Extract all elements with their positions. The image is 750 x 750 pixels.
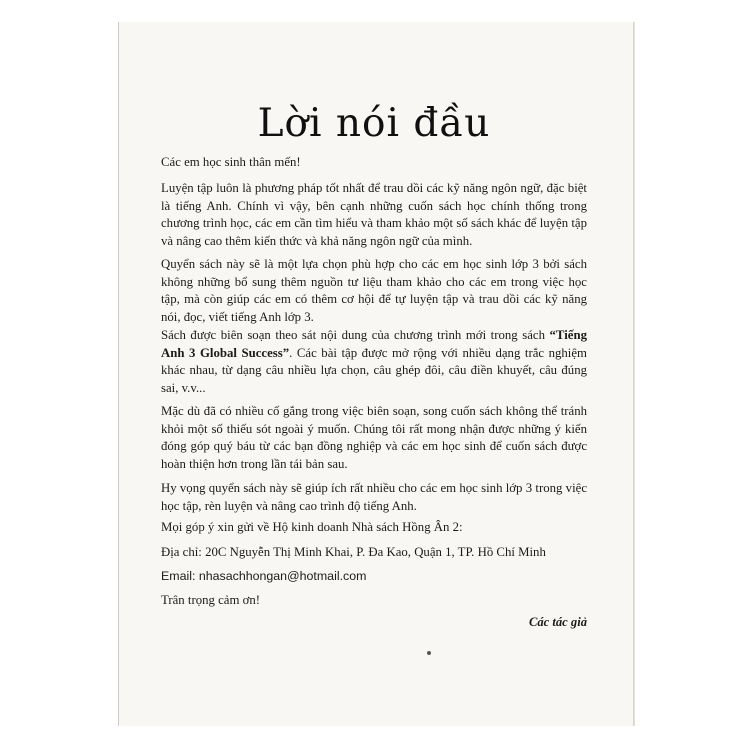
paragraph-5: Hy vọng quyển sách này sẽ giúp ích rất nhiều cho các em học sinh lớp 3 trong việc học tập, rèn luyện và nâng cao trình độ tiếng Anh. [161, 481, 587, 513]
greeting: Các em học sinh thân mến! [161, 155, 301, 169]
closing-line: Trân trọng cảm ơn! [161, 593, 261, 607]
signature: Các tác giả [528, 615, 587, 629]
address-line: Địa chỉ: 20C Nguyễn Thị Minh Khai, P. Đa Kao, Quận 1, TP. Hồ Chí Minh [161, 545, 546, 559]
paragraph-1: Luyện tập luôn là phương pháp tốt nhất để trau dồi các kỹ năng ngôn ngữ, đặc biệt là tiếng Anh. Chính vì vậy, bên cạnh những cuốn sách học chính thống trong chương trình học, các em cần tìm hiểu và tham khảo một số sách khác để luyện tập và nâng cao thêm kiến thức và khả năng ngôn ngữ của mình. [161, 181, 587, 248]
paragraph-4: Mặc dù đã có nhiều cố gắng trong việc biên soạn, song cuốn sách không thể tránh khỏi một số thiếu sót ngoài ý muốn. Chúng tôi rất mong nhận được những ý kiến đóng góp quý báu từ các bạn đồng nghiệp và các em học sinh để cuốn sách được hoàn thiện hơn trong lần tái bản sau. [161, 404, 587, 471]
book-title-reference: “Tiếng Anh 3 Global Success” [161, 328, 587, 360]
email-line: Email: nhasachhongan@hotmail.com [161, 569, 367, 583]
paragraph-3 [161, 327, 587, 397]
contact-intro: Mọi góp ý xin gửi về Hộ kinh doanh Nhà sách Hồng Ân 2: [161, 520, 463, 534]
paragraph-3-end: . Các bài tập được mở rộng với nhiều dạng trắc nghiệm khác nhau, từ dạng câu nhiều lựa chọn, câu ghép đôi, câu điền khuyết, câu đúng sai, v.v... [161, 345, 587, 395]
page-title: Lời nói đầu [257, 101, 491, 147]
paragraph-3-start: Sách được biên soạn theo sát nội dung của chương trình mới trong sách [161, 328, 550, 342]
ink-speck [427, 651, 431, 655]
paragraph-2: Quyển sách này sẽ là một lựa chọn phù hợp cho các em học sinh lớp 3 bởi sách không những bổ sung thêm nguồn tư liệu tham khảo cho các em trong việc học tập, mà còn giúp các em có thêm cơ hội để tự luyện tập và trau dồi các kỹ năng nói, đọc, viết tiếng Anh lớp 3. [161, 257, 587, 324]
book-page [118, 22, 634, 726]
